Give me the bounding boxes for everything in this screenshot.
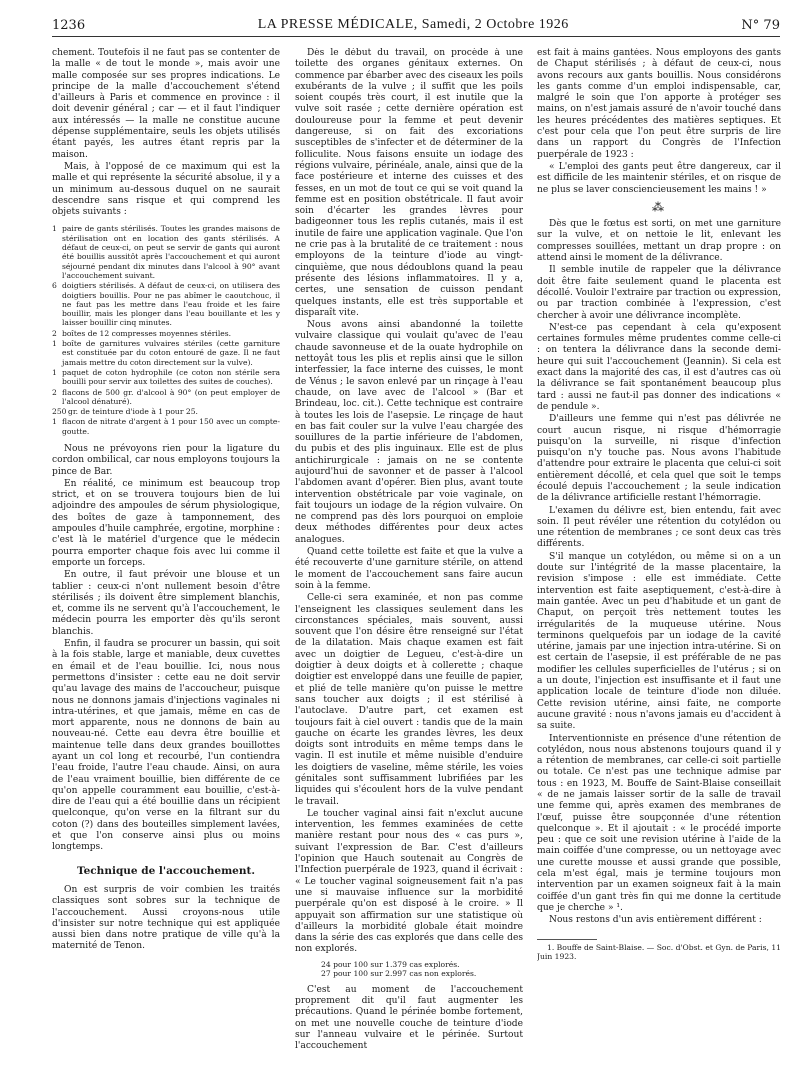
paragraph: Nous restons d'un avis entièrement différent :	[549, 915, 762, 926]
publication-title: LA PRESSE MÉDICALE, Samedi, 2 Octobre 1926	[257, 17, 569, 32]
paragraph: Il semble inutile de rappeler que la délivrance doit être faite seulement quand le placenta est décollé. Vouloir l'extraire par traction ou expression, ou par traction combinée à l'expression, c'est chercher à avoir une délivrance incomplète.	[537, 265, 781, 321]
list-item: 2 boîtes de 12 compresses moyennes stériles.	[52, 328, 232, 338]
paragraph: Celle-ci sera examinée, et non pas comme l'enseignent les classiques seulement dans les circonstances spéciales, mais souvent, aussi souvent que l'on désire être renseigné sur l'état de la dilatation. Mais chaque examen est fait avec un doigtier de Legueu, c'est-à-dire un doigtier à deux doigts et à collerette ; chaque doigtier est enveloppé dans une feuille de papier, et plié de telle manière qu'on puisse le mettre sans toucher aux doigts ; il est stérilisé à l'autoclave. D'autre part, cet examen est toujours fait à ciel ouvert : tandis que de la main gauche on écarte les grandes lèvres, les deux doigts sont introduits en même temps dans le vagin. Il est inutile et même nuisible d'enduire les doigtiers de vaseline, même stérile, les voies génitales sont suffisamment lubrifiées par les liquides qui s'écoulent hors de la vulve pendant le travail.	[295, 593, 523, 807]
paragraph: L'examen du délivre est, bien entendu, fait avec soin. Il peut révéler une rétention du cotylédon ou une rétention de membranes ; ce sont deux cas très différents.	[537, 505, 781, 550]
column-1	[52, 48, 280, 1068]
list-item: 1 paquet de coton hydrophile (ce coton non stérile sera bouilli pour servir aux toilettes des suites de couches).	[52, 367, 280, 387]
paragraph: Nous ne prévoyons rien pour la ligature du cordon ombilical, car nous employons toujours la pince de Bar.	[52, 443, 280, 477]
list-item: 1 flacon de nitrate d'argent à 1 pour 150 avec un compte-goutte.	[52, 417, 280, 436]
paragraph: Nous avons ainsi abandonné la toilette vulvaire classique qui voulait qu'avec de l'eau chaude savonneuse et de la ouate hydrophile on nettoyât tous les plis et replis ainsi que le sillon interfessier, la face interne des cuisses, le mont de Vénus ; le savon enlevé par un rinçage à l'eau chaude, on lave avec de l'alcool » (Bar et Brindeau, loc. cit.). Cette technique est contraire à toutes les lois de l'asepsie. Le rinçage de haut en bas fait couler sur la vulve l'eau chargée des souillures de la partie inférieure de l'abdomen, du pubis et des plis inguinaux. Elle est de plus antichirurgicale : jamais on ne se contente aujourd'hui de savonner et de passer à l'alcool l'abdomen avant d'opérer. Bien plus, avant toute intervention obstétricale par voie vaginale, on fait toujours un iodage de la région vulvaire. On ne comprend pas dès lors pourquoi on emploie deux méthodes différentes pour deux actes analogues.	[295, 320, 523, 545]
list-item: 2 flacons de 500 gr. d'alcool à 90° (on peut employer de l'alcool dénaturé).	[52, 387, 280, 406]
paragraph: Mais, à l'opposé de ce maximum qui est la malle et qui représente la sécurité absolue, il y a un minimum au-dessous duquel on ne saurait descendre sans risque et qui comprend les objets suivants :	[52, 161, 280, 218]
list-item: 1 boîte de garnitures vulvaires stériles (cette garniture est constituée par du coton entouré de gaze. Il ne faut jamais mettre du coton directement sur la vulve).	[52, 339, 280, 367]
column-3	[537, 48, 781, 1068]
paragraph: chement. Toutefois il ne faut pas se contenter de la malle « de tout le monde », mais avoir une malle composée sur ses propres indications. Le principe de la malle d'accouchement s'étend d'ailleurs à Paris et commence en province : il doit devenir général ; car — et il faut l'indiquer aux intéressés — la malle ne constitue aucune dépense supplémentaire, seuls les objets utilisés étant payés, les autres étant repris par la maison.	[52, 48, 280, 160]
paragraph: S'il manque un cotylédon, ou même si on a un doute sur l'intégrité de la masse placentaire, la revision s'impose : elle est immédiate. Cette intervention est faite aseptiquement, c'est-à-dire à main gantée. Avec un peu d'habitude et un gant de Chaput, on perçoit très nettement toutes les irrégularités de la muqueuse utérine. Nous terminons quelquefois par un iodage de la cavité utérine, jamais par une injection intra-utérine. Si on est certain de l'asepsie, il est préférable de ne pas modifier les cellules superficielles de l'utérus ; si on a un doute, l'injection est insuffisante et il faut une application locale de teinture d'iode non diluée. Cette revision utérine, ainsi faite, ne comporte aucune gravité : nous n'avons jamais eu d'accident à sa suite.	[537, 551, 781, 732]
quotation: « L'emploi des gants peut être dangereux, car il est difficile de les maintenir stériles, et on risque de ne plus se laver consciencieusement les mains ! »	[537, 161, 781, 195]
footnote-divider	[537, 939, 597, 940]
paragraph: C'est au moment de l'accouchement proprement dit qu'il faut augmenter les précautions. Quand le périnée bombe fortement, on met une nouvelle couche de teinture d'iode sur l'anneau vulvaire et le périnée. Surtout l'accouchement	[295, 984, 523, 1052]
list-item: 6 doigtiers stérilisés. A défaut de ceux-ci, on utilisera des doigtiers bouillis. Pour ne pas abîmer le caoutchouc, il ne faut pas les mettre dans l'eau froide et les faire bouillir, mais les plonger dans l'eau bouillante et les y laisser bouillir cinq minutes.	[52, 281, 280, 328]
issue-number: N° 79	[741, 17, 780, 33]
page-number: 1236	[52, 17, 86, 33]
paragraph: Le toucher vaginal ainsi fait n'exclut aucune intervention, les femmes examinées de cette manière restant pour nous des « cas purs », suivant l'expression de Bar. C'est d'ailleurs l'opinion que Hauch soutenait au Congrès de l'Infection puerpérale de 1923, quand il écrivait : « Le toucher vaginal soigneusement fait n'a pas une si mauvaise influence sur la morbidité puerpérale qu'on est disposé à le croire. » Il appuyait son affirmation sur une statistique où d'ailleurs la morbidité globale était moindre dans la série des cas explorés que dans celle des non explorés.	[295, 808, 523, 955]
list-item: 1 paire de gants stérilisés. Toutes les grandes maisons de stérilisation ont en location des gants stérilisés. A défaut de ceux-ci, on peut se servir de gants qui auront été bouillis aussitôt après l'accouchement et qui auront séjourné pendant dix minutes dans l'alcool à 90° avant l'accouchement suivant.	[52, 224, 280, 280]
section-heading: Technique de l'accouchement.	[77, 864, 255, 877]
paragraph: N'est-ce pas cependant à cela qu'exposent certaines formules même prudentes comme celle-ci : on tentera la délivrance dans la seconde demi-heure qui suit l'accouchement (Jeannin). Si cela est exact dans la majorité des cas, il est d'autres cas où la délivrance se fait spontanément beaucoup plus tard : aussi ne faut-il pas donner des indications « de pendule ».	[537, 322, 781, 412]
paragraph: Dès le début du travail, on procède à une toilette des organes génitaux externes. On commence par ébarber avec des ciseaux les poils exubérants de la vulve ; il suffit que les poils soient coupés très court, il est inutile que la vulve soit rasée ; cette dernière opération est douloureuse pour la femme et peut devenir dangereuse, si on fait des excoriations susceptibles de s'infecter et de déterminer de la folliculite. Nous faisons ensuite un iodage des régions vulvaire, périnéale, anale, ainsi que de la face postérieure et interne des cuisses et des fesses, en un mot de tout ce qui se voit quand la femme est en position obstétricale. Il faut avoir soin d'écarter les grandes lèvres pour badigeonner tous les replis cutanés, mais il est inutile de faire une application vaginale. Que l'on ne crie pas à la brutalité de ce traitement : nous employons de la teinture d'iode au vingt-cinquième, que nous dédoublons quand la peau présente des lésions inflammatoires. Il y a, certes, une sensation de cuisson pendant quelques instants, elle est très supportable et disparaît vite.	[295, 48, 523, 318]
paragraph: Dès que le fœtus est sorti, on met une garniture sur la vulve, et on nettoie le lit, enlevant les compresses souillées, mettant un drap propre : on attend ainsi le moment de la délivrance.	[537, 219, 781, 264]
paragraph: Enfin, il faudra se procurer un bassin, qui soit à la fois stable, large et maniable, deux cuvettes en émail et de l'eau bouillie. Ici, nous nous permettons d'insister : cette eau ne doit servir qu'au lavage des mains de l'accoucheur, puisque nous ne donnons jamais d'injections vaginales ni intra-utérines, et que jamais, même en cas de mort apparente, nous ne donnons de bain au nouveau-né. Cette eau devra être bouillie et maintenue telle dans deux grandes bouillottes ayant un col long et recourbé, l'un contiendra l'eau froide, l'autre l'eau chaude. Ainsi, on aura de l'eau vraiment bouillie, bien différente de ce qu'on appelle couramment eau bouillie, c'est-à-dire de l'eau qui a été bouillie dans un récipient quelconque, qu'on verse en la filtrant sur du coton (?) dans des bouteilles simplement lavées, et que l'on conserve ainsi plus ou moins longtemps.	[52, 639, 280, 853]
statistic-line: 24 pour 100 sur 1.379 cas explorés.	[321, 959, 460, 969]
statistic-line: 27 pour 100 sur 2.997 cas non explorés.	[321, 969, 477, 979]
paragraph: Interventionniste en présence d'une rétention de cotylédon, nous nous abstenons toujours quand il y a rétention de membranes, car celle-ci soit partielle ou totale. Ce n'est pas une technique admise par tous : en 1923, M. Bouffe de Saint-Blaise conseillait « de ne jamais laisser sortir de la salle de travail une femme qui, après examen des membranes de l'œuf, puisse être soupçonnée d'une rétention quelconque ». Et il ajoutait : « le procédé importe peu : que ce soit une revision utérine à l'aide de la main coiffée d'une compresse, ou un nettoyage avec une curette mousse et aussi grande que possible, cela m'est égal, mais je termine toujours mon intervention par un examen soigneux fait à la main coiffée d'un gant très fin qui me donne la certitude que je cherche » ¹.	[537, 733, 781, 913]
paragraph: On est surpris de voir combien les traités classiques sont sobres sur la technique de l'accouchement. Aussi croyons-nous utile d'insister sur notre technique qui est appliquée aussi bien dans notre pratique de ville qu'à la maternité de Tenon.	[52, 884, 280, 952]
statistics-block	[321, 960, 523, 979]
column-2	[295, 48, 523, 1068]
paragraph: Quand cette toilette est faite et que la vulve a été recouverte d'une garniture stérile, on attend le moment de l'accouchement sans faire aucun soin à la femme.	[295, 547, 523, 591]
paragraph: D'ailleurs une femme qui n'est pas délivrée ne court aucun risque, ni risque d'hémorragie puisqu'on la surveille, ni risque d'infection puisqu'on n'y touche pas. Nous avons l'habitude d'attendre pour extraire le placenta que celui-ci soit entièrement décollé, et cela quel que soit le temps écoulé depuis l'accouchement ; la seule indication de la délivrance artificielle restant l'hémorragie.	[537, 414, 781, 504]
page-header	[52, 14, 780, 37]
paragraph: En outre, il faut prévoir une blouse et un tablier : ceux-ci n'ont nullement besoin d'être stérilisés ; ils doivent être simplement blanchis, et, comme ils ne servent qu'à l'accouchement, le médecin pourra les emporter dès qu'ils seront blanchis.	[52, 570, 280, 637]
paragraph: est fait à mains gantées. Nous employons des gants de Chaput stérilisés ; à défaut de ceux-ci, nous avons recours aux gants bouillis. Nous considérons les gants comme d'un emploi indispensable, car, malgré le soin que l'on apporte à protéger ses mains, on n'est jamais assuré de n'avoir touché dans les heures précédentes des matières septiques. Et c'est pour cela que l'on peut être surpris de lire dans un rapport du Congrès de l'Infection puerpérale de 1923 :	[537, 48, 781, 160]
paragraph: En réalité, ce minimum est beaucoup trop strict, et on se trouvera toujours bien de lui adjoindre des ampoules de sérum physiologique, des boîtes de gaze à tamponnement, des ampoules d'huile camphrée, ergotine, morphine : c'est là le matériel d'urgence que le médecin pourra emporter chaque fois avec lui comme il emporte un forceps.	[52, 478, 280, 568]
section-separator: ⁂	[652, 199, 666, 214]
footnote: 1. Bouffe de Saint-Blaise. — Soc. d'Obst. et Gyn. de Paris, 11 Juin 1923.	[537, 942, 781, 962]
list-item: 250 gr. de teinture d'iode à 1 pour 25.	[52, 407, 198, 417]
supplies-list	[52, 224, 280, 436]
